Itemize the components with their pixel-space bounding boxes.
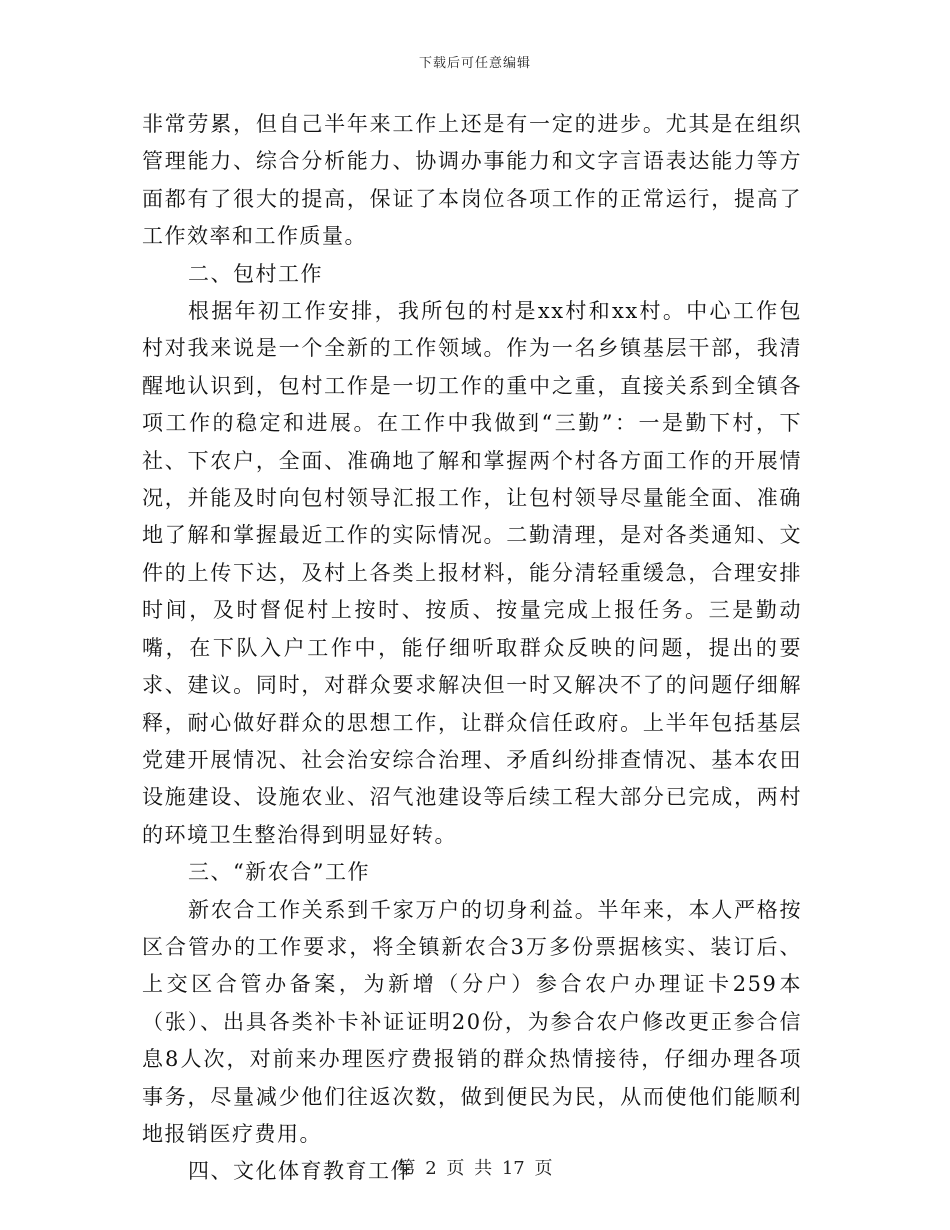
page-footer: 第 2 页 共 17 页 [397, 1158, 553, 1179]
paragraph-continuation: 非常劳累，但自己半年来工作上还是有一定的进步。尤其是在组织管理能力、综合分析能力、协调办事能力和文字言语表达能力等方面都有了很大的提高，保证了本岗位各项工作的正常运行，提高了工作效率和工作质量。 [142, 112, 802, 249]
page-header: 下载后可任意编辑 [418, 56, 531, 71]
document-body [142, 106, 802, 1191]
paragraph-village-work: 根据年初工作安排，我所包的村是xx村和xx村。中心工作包村对我来说是一个全新的工作领域。作为一名乡镇基层干部，我清醒地认识到，包村工作是一切工作的重中之重，直接关系到全镇各项工作的稳定和进展。在工作中我做到“三勤”：一是勤下村，下社、下农户，全面、准确地了解和掌握两个村各方面工作的开展情况，并能及时向包村领导汇报工作，让包村领导尽量能全面、准确地了解和掌握最近工作的实际情况。二勤清理，是对各类通知、文件的上传下达，及村上各类上报材料，能分清轻重缓急，合理安排时间，及时督促村上按时、按质、按量完成上报任务。三是勤动嘴，在下队入户工作中，能仔细听取群众反映的问题，提出的要求、建议。同时，对群众要求解决但一时又解决不了的问题仔细解释，耐心做好群众的思想工作，让群众信任政府。上半年包括基层党建开展情况、社会治安综合治理、矛盾纠纷排查情况、基本农田设施建设、设施农业、沼气池建设等后续工程大部分已完成，两村的环境卫生整治得到明显好转。 [142, 299, 802, 847]
paragraph-rural-cooperative-medical: 新农合工作关系到千家万户的切身利益。半年来，本人严格按区合管办的工作要求，将全镇新农合3万多份票据核实、装订后、上交区合管办备案，为新增（分户）参合农户办理证卡259本（张）、出具各类补卡补证证明20份，为参合农户修改更正参合信息8人次，对前来办理医疗费报销的群众热情接待，仔细办理各项事务，尽量减少他们往返次数，做到便民为民，从而使他们能顺利地报销医疗费用。 [142, 897, 802, 1146]
section-heading-culture-sports-education: 四、文化体育教育工作 [188, 1159, 413, 1184]
section-heading-rural-cooperative-medical: 三、“新农合”工作 [188, 860, 370, 885]
section-heading-village-work: 二、包村工作 [188, 261, 323, 286]
